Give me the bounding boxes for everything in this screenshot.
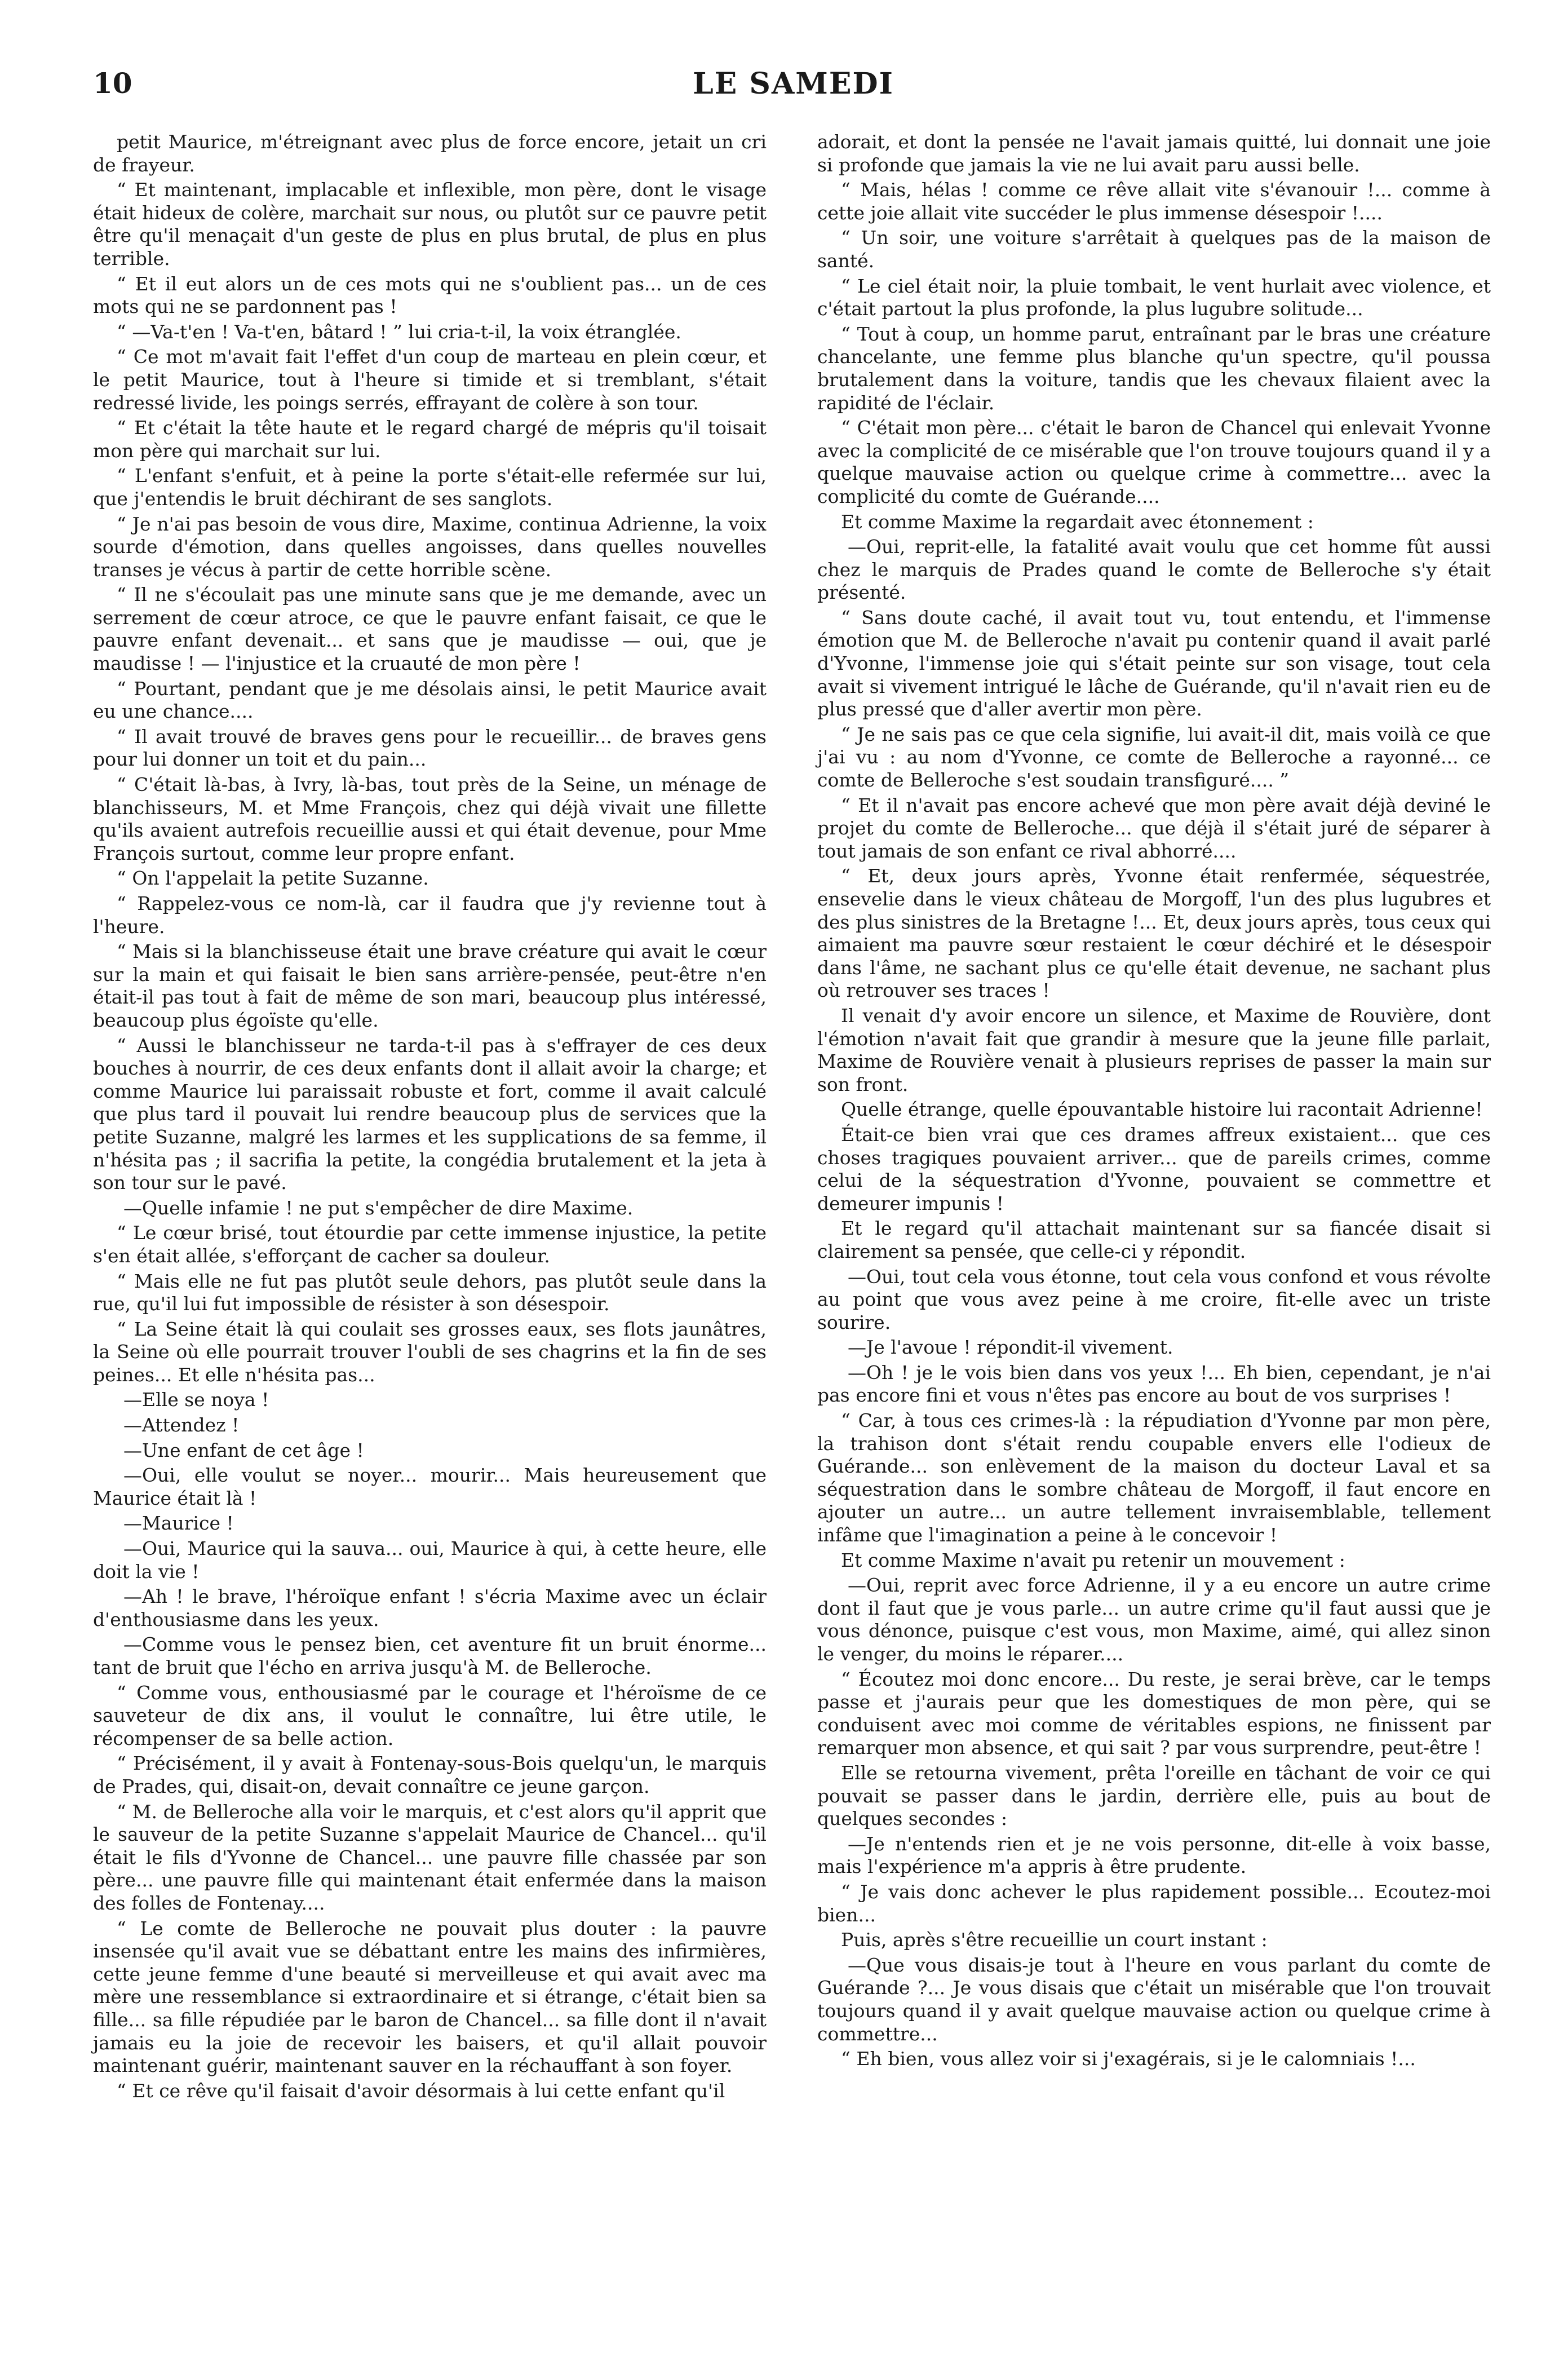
- paragraph: “ Je vais donc achever le plus rapidement possible... Ecoutez-moi bien...: [817, 1880, 1491, 1926]
- paragraph: “ Et c'était la tête haute et le regard chargé de mépris qu'il toisait mon père qui marchait sur lui.: [93, 417, 767, 462]
- paragraph: “ Pourtant, pendant que je me désolais ainsi, le petit Maurice avait eu une chance....: [93, 677, 767, 723]
- paragraph: —Que vous disais-je tout à l'heure en vous parlant du comte de Guérande ?... Je vous disais que c'était un misérable que l'on trouvait toujours quand il y avait quelque mauvaise action ou quelque crime à commettre...: [817, 1954, 1491, 2045]
- paragraph: —Oui, reprit-elle, la fatalité avait voulu que cet homme fût aussi chez le marquis de Prades quand le comte de Belleroche s'y était présenté.: [817, 536, 1491, 604]
- paragraph: “ Le comte de Belleroche ne pouvait plus douter : la pauvre insensée qu'il avait vue se débattant entre les mains des infirmières, cette jeune femme d'une beauté si merveilleuse et qui avait avec ma mère une ressemblance si extraordinaire et si étrange, c'était bien sa fille... sa fille répudiée par le baron de Chancel... sa fille dont il n'avait jamais eu la joie de recevoir les baisers, et qu'il allait pouvoir maintenant guérir, maintenant sauver en la réchauffant à son foyer.: [93, 1917, 767, 2077]
- paragraph: Puis, après s'être recueillie un court instant :: [841, 1929, 1268, 1951]
- paragraph: Elle se retourna vivement, prêta l'oreille en tâchant de voir ce qui pouvait se passer dans le jardin, derrière elle, puis au bout de quelques secondes :: [817, 1761, 1491, 1830]
- paragraph: —Attendez !: [123, 1414, 240, 1437]
- paragraph: “ On l'appelait la petite Suzanne.: [117, 867, 429, 890]
- paragraph: “ Rappelez-vous ce nom-là, car il faudra que j'y revienne tout à l'heure.: [93, 892, 767, 938]
- paragraph: “ Je ne sais pas ce que cela signifie, lui avait-il dit, mais voilà ce que j'ai vu : au nom d'Yvonne, ce comte de Belleroche a rayonné... ce comte de Belleroche s'est soudain transfiguré.... ”: [817, 723, 1491, 792]
- paragraph: —Oui, Maurice qui la sauva... oui, Maurice à qui, à cette heure, elle doit la vie !: [93, 1537, 767, 1583]
- paragraph: —Oui, tout cela vous étonne, tout cela vous confond et vous révolte au point que vous avez peine à me croire, fit-elle avec un triste sourire.: [817, 1265, 1491, 1333]
- paragraph: “ Et il n'avait pas encore achevé que mon père avait déjà deviné le projet du comte de Belleroche... que déjà il s'était juré de séparer à tout jamais de son enfant ce rival abhorré....: [817, 794, 1491, 862]
- right-column: [817, 131, 1491, 2073]
- paragraph: “ Mais si la blanchisseuse était une brave créature qui avait le cœur sur la main et qui faisait le bien sans arrière-pensée, peut-être n'en était-il pas tout à fait de même de son mari, beaucoup plus intéressé, beaucoup plus égoïste qu'elle.: [93, 940, 767, 1031]
- paragraph: “ Le cœur brisé, tout étourdie par cette immense injustice, la petite s'en était allée, s'efforçant de cacher sa douleur.: [93, 1222, 767, 1267]
- paragraph: “ Et ce rêve qu'il faisait d'avoir désormais à lui cette enfant qu'il: [117, 2079, 725, 2102]
- page-number: 10: [93, 67, 132, 100]
- paragraph: Quelle étrange, quelle épouvantable histoire lui racontait Adrienne!: [841, 1098, 1483, 1121]
- paragraph: “ Mais elle ne fut pas plutôt seule dehors, pas plutôt seule dans la rue, qu'il lui fut impossible de résister à son désespoir.: [93, 1270, 767, 1315]
- paragraph: —Je n'entends rien et je ne vois personne, dit-elle à voix basse, mais l'expérience m'a appris à être prudente.: [817, 1832, 1491, 1878]
- paragraph: “ Et maintenant, implacable et inflexible, mon père, dont le visage était hideux de colère, marchait sur nous, ou plutôt sur ce pauvre petit être qu'il menaçait d'un geste de plus en plus brutal, de plus en plus terrible.: [93, 179, 767, 269]
- paragraph: “ Ce mot m'avait fait l'effet d'un coup de marteau en plein cœur, et le petit Maurice, tout à l'heure si timide et si tremblant, s'était redressé livide, les poings serrés, effrayant de colère à son tour.: [93, 346, 767, 414]
- paragraph: “ Il ne s'écoulait pas une minute sans que je me demande, avec un serrement de cœur atroce, ce que le pauvre enfant faisait, ce que le pauvre enfant devenait... et sans que je maudisse — oui, que je maudisse ! — l'injustice et la cruauté de mon père !: [93, 584, 767, 675]
- paragraph: “ Sans doute caché, il avait tout vu, tout entendu, et l'immense émotion que M. de Belleroche n'avait pu contenir quand il avait parlé d'Yvonne, l'immense joie qui s'était peinte sur son visage, tout cela avait si vivement intrigué le lâche de Guérande, qu'il n'avait rien eu de plus pressé que d'aller avertir mon père.: [817, 606, 1491, 721]
- left-column: [93, 131, 767, 2105]
- paragraph: “ Tout à coup, un homme parut, entraînant par le bras une créature chancelante, une femme plus blanche qu'un spectre, qu'il poussa brutalement dans la voiture, tandis que les chevaux filaient avec la rapidité de l'éclair.: [817, 322, 1491, 414]
- paragraph: —Oh ! je le vois bien dans vos yeux !... Eh bien, cependant, je n'ai pas encore fini et vous n'êtes pas encore au bout de vos surprises !: [817, 1361, 1491, 1407]
- paragraph: “ —Va-t'en ! Va-t'en, bâtard ! ” lui cria-t-il, la voix étranglée.: [117, 320, 681, 343]
- paragraph: —Oui, reprit avec force Adrienne, il y a eu encore un autre crime dont il faut que je vous parle... un autre crime qu'il faut aussi que je vous dénonce, puisque c'est vous, mon Maxime, aimé, qui allez sinon le venger, du moins le réparer....: [817, 1574, 1491, 1665]
- paragraph: “ Il avait trouvé de braves gens pour le recueillir... de braves gens pour lui donner un toit et du pain...: [93, 725, 767, 771]
- paragraph: —Elle se noya !: [123, 1389, 269, 1411]
- paragraph: adorait, et dont la pensée ne l'avait jamais quitté, lui donnait une joie si profonde que jamais la vie ne lui avait paru aussi belle.: [817, 131, 1491, 176]
- paragraph: “ Car, à tous ces crimes-là : la répudiation d'Yvonne par mon père, la trahison dont s'était rendu coupable envers elle l'odieux de Guérande... son enlèvement de la maison du docteur Laval et sa séquestration dans le sombre château de Morgoff, il faut encore en ajouter un autre... un autre tellement invraisemblable, tellement infâme que l'imagination a peine à le concevoir !: [817, 1409, 1491, 1546]
- paragraph: —Quelle infamie ! ne put s'empêcher de dire Maxime.: [123, 1196, 634, 1219]
- paragraph: —Comme vous le pensez bien, cet aventure fit un bruit énorme... tant de bruit que l'écho en arriva jusqu'à M. de Belleroche.: [93, 1633, 767, 1678]
- paragraph: —Oui, elle voulut se noyer... mourir... Mais heureusement que Maurice était là !: [93, 1464, 767, 1509]
- paragraph: “ C'était mon père... c'était le baron de Chancel qui enlevait Yvonne avec la complicité de ce misérable que l'on trouve toujours quand il y a quelque mauvaise action ou quelque crime à commettre... avec la complicité du comte de Guérande....: [817, 417, 1491, 507]
- paragraph: —Ah ! le brave, l'héroïque enfant ! s'écria Maxime avec un éclair d'enthousiasme dans les yeux.: [93, 1585, 767, 1630]
- paragraph: petit Maurice, m'étreignant avec plus de force encore, jetait un cri de frayeur.: [93, 131, 767, 176]
- paragraph: “ Mais, hélas ! comme ce rêve allait vite s'évanouir !... comme à cette joie allait vite succéder le plus immense désespoir !....: [817, 179, 1491, 224]
- paragraph: Et le regard qu'il attachait maintenant sur sa fiancée disait si clairement sa pensée, que celle-ci y répondit.: [817, 1217, 1491, 1262]
- paragraph: —Maurice !: [123, 1512, 234, 1535]
- paragraph: “ Un soir, une voiture s'arrêtait à quelques pas de la maison de santé.: [817, 227, 1491, 272]
- paragraph: “ Eh bien, vous allez voir si j'exagérais, si je le calomniais !...: [841, 2048, 1416, 2070]
- paragraph: “ C'était là-bas, à Ivry, là-bas, tout près de la Seine, un ménage de blanchisseurs, M. et Mme François, chez qui déjà vivait une fillette qu'ils avaient autrefois recueillie aussi et qui était devenue, pour Mme François surtout, comme leur propre enfant.: [93, 774, 767, 864]
- paragraph: “ Aussi le blanchisseur ne tarda-t-il pas à s'effrayer de ces deux bouches à nourrir, de ces deux enfants dont il allait avoir la charge; et comme Maurice lui paraissait robuste et fort, comme il avait calculé que plus tard il pouvait lui rendre beaucoup plus de services que la petite Suzanne, malgré les larmes et les supplications de sa femme, il n'hésita pas ; il sacrifia la petite, la congédia brutalement et la jeta à son tour sur le pavé.: [93, 1034, 767, 1194]
- paragraph: Et comme Maxime la regardait avec étonnement :: [841, 510, 1314, 533]
- paragraph: Et comme Maxime n'avait pu retenir un mouvement :: [841, 1549, 1345, 1571]
- paragraph: “ Le ciel était noir, la pluie tombait, le vent hurlait avec violence, et c'était partout la plus profonde, la plus lugubre solitude...: [817, 275, 1491, 320]
- paragraph: Il venait d'y avoir encore un silence, et Maxime de Rouvière, dont l'émotion n'avait fait que grandir à mesure que la jeune fille parlait, Maxime de Rouvière venait à plusieurs reprises de passer la main sur son front.: [817, 1004, 1491, 1095]
- paragraph: —Une enfant de cet âge !: [123, 1439, 364, 1461]
- paragraph: “ La Seine était là qui coulait ses grosses eaux, ses flots jaunâtres, la Seine où elle pourrait trouver l'oubli de ses chagrins et la fin de ses peines... Et elle n'hésita pas...: [93, 1318, 767, 1386]
- paragraph: “ Comme vous, enthousiasmé par le courage et l'héroïsme de ce sauveteur de dix ans, il voulut le connaître, lui être utile, le récompenser de sa belle action.: [93, 1681, 767, 1749]
- page-header: [93, 67, 1494, 117]
- journal-title: LE SAMEDI: [693, 67, 894, 101]
- paragraph: Était-ce bien vrai que ces drames affreux existaient... que ces choses tragiques pouvaient arriver... que de pareils crimes, comme celui de la séquestration d'Yvonne, pouvaient se commettre et demeurer impunis !: [817, 1123, 1491, 1214]
- paragraph: “ Précisément, il y avait à Fontenay-sous-Bois quelqu'un, le marquis de Prades, qui, disait-on, devait connaître ce jeune garçon.: [93, 1752, 767, 1797]
- paragraph: “ Je n'ai pas besoin de vous dire, Maxime, continua Adrienne, la voix sourde d'émotion, dans quelles angoisses, dans quelles nouvelles transes je vécus à partir de cette horrible scène.: [93, 512, 767, 581]
- paragraph: “ L'enfant s'enfuit, et à peine la porte s'était-elle refermée sur lui, que j'entendis le bruit déchirant de ses sanglots.: [93, 465, 767, 510]
- paragraph: “ Et, deux jours après, Yvonne était renfermée, séquestrée, ensevelie dans le vieux château de Morgoff, l'un des plus lugubres et des plus sinistres de la Bretagne !... Et, deux jours après, tous ceux qui aimaient ma pauvre sœur restaient le cœur déchiré et le désespoir dans l'âme, ne sachant plus ce qu'elle était devenue, ne sachant plus où retrouver ses traces !: [817, 865, 1491, 1002]
- paragraph: “ M. de Belleroche alla voir le marquis, et c'est alors qu'il apprit que le sauveur de la petite Suzanne s'appelait Maurice de Chancel... qu'il était le fils d'Yvonne de Chancel... une pauvre fille chassée par son père... une pauvre fille qui maintenant était enfermée dans la maison des folles de Fontenay....: [93, 1800, 767, 1914]
- paragraph: —Je l'avoue ! répondit-il vivement.: [848, 1336, 1173, 1359]
- paragraph: “ Écoutez moi donc encore... Du reste, je serai brève, car le temps passe et j'aurais peur que les domestiques de mon père, qui se conduisent avec moi comme de véritables espions, ne finissent par remarquer mon absence, et qui sait ? par vous surprendre, peut-être !: [817, 1668, 1491, 1759]
- paragraph: “ Et il eut alors un de ces mots qui ne s'oublient pas... un de ces mots qui ne se pardonnent pas !: [93, 272, 767, 318]
